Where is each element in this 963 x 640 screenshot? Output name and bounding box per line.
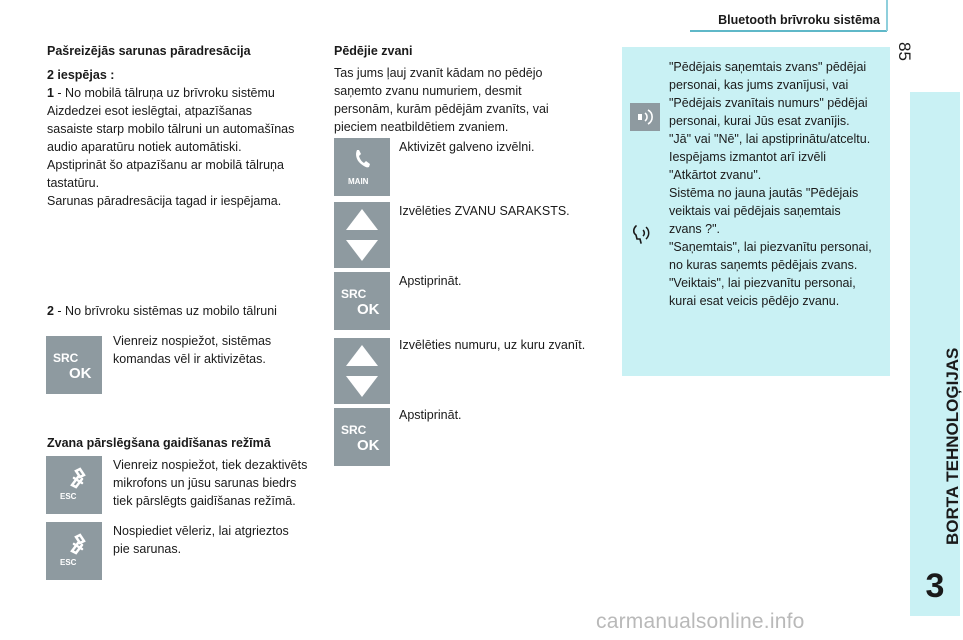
esc-button[interactable] bbox=[46, 522, 102, 580]
voice-text: Sistēma no jauna jautās "Pēdējais bbox=[669, 186, 859, 200]
mute-microphone-icon bbox=[52, 465, 96, 505]
option-1-text: tastatūru. bbox=[47, 176, 100, 190]
src-ok-icon bbox=[337, 284, 387, 318]
up-down-button[interactable] bbox=[334, 202, 390, 268]
step-select-number: Izvēlēties numuru, uz kuru zvanīt. bbox=[399, 338, 586, 352]
option-1-line: 1 - No mobilā tālruņa uz brīvroku sistēmu bbox=[47, 86, 275, 100]
src-ok-icon bbox=[337, 420, 387, 454]
header-tick bbox=[886, 0, 888, 31]
voice-text: kurai esat veicis pēdējo zvanu. bbox=[669, 294, 840, 308]
option-1-text: Apstiprināt šo atpazīšanu ar mobilā tālruņa bbox=[47, 158, 284, 172]
voice-button[interactable] bbox=[630, 103, 660, 131]
page-number: 85 bbox=[895, 42, 914, 61]
svg-text:MAIN: MAIN bbox=[348, 177, 369, 186]
svg-text:OK: OK bbox=[357, 437, 380, 454]
step-confirm: Apstiprināt. bbox=[399, 408, 462, 422]
svg-text:OK: OK bbox=[357, 301, 380, 318]
step-select-call-list: Izvēlēties ZVANU SARAKSTS. bbox=[399, 204, 570, 218]
step-confirm: Apstiprināt. bbox=[399, 274, 462, 288]
svg-text:ESC: ESC bbox=[60, 492, 77, 501]
voice-text: veiktais vai pēdējais saņemtais bbox=[669, 204, 841, 218]
voice-text: "Saņemtais", lai piezvanītu personai, bbox=[669, 240, 872, 254]
heading-recent-calls: Pēdējie zvani bbox=[334, 44, 413, 58]
main-menu-button[interactable] bbox=[334, 138, 390, 196]
intro-text: pieciem neatbildētiem zvaniem. bbox=[334, 120, 509, 134]
watermark: carmanualsonline.info bbox=[596, 610, 805, 633]
up-down-arrows-icon bbox=[342, 342, 382, 400]
wait-text: Vienreiz nospiežot, tiek dezaktivēts bbox=[113, 458, 308, 472]
up-down-arrows-icon bbox=[342, 206, 382, 264]
svg-text:SRC: SRC bbox=[341, 287, 367, 301]
voice-text: personai, kas jums zvanījusi, vai bbox=[669, 78, 849, 92]
option-1-text: sasaiste starp mobilo tālruni un automašīnas bbox=[47, 122, 295, 136]
intro-text: Tas jums ļauj zvanīt kādam no pēdējo bbox=[334, 66, 543, 80]
option-1-text: Aizdedzei esot ieslēgtai, atpazīšanas bbox=[47, 104, 252, 118]
section-title: BORTA TEHNOLOĢIJAS bbox=[943, 347, 962, 545]
chapter-number: 3 bbox=[910, 556, 960, 616]
option-1-text: Sarunas pāradresācija tagad ir iespējama. bbox=[47, 194, 282, 208]
voice-text: zvans ?". bbox=[669, 222, 720, 236]
press-again-text: Vienreiz nospiežot, sistēmas bbox=[113, 334, 272, 348]
sound-waves-icon bbox=[634, 107, 656, 127]
page-header-title: Bluetooth brīvroku sistēma bbox=[718, 13, 880, 27]
press-again-text: komandas vēl ir aktivizētas. bbox=[113, 352, 266, 366]
voice-text: "Pēdējais saņemtais zvans" pēdējai bbox=[669, 60, 867, 74]
svg-text:OK: OK bbox=[69, 365, 92, 382]
step-activate-menu: Aktivizēt galveno izvēlni. bbox=[399, 140, 535, 154]
src-ok-button[interactable] bbox=[334, 408, 390, 466]
option-1-text: audio aparatūru notiek automātiski. bbox=[47, 140, 242, 154]
esc-button[interactable] bbox=[46, 456, 102, 514]
voice-text: "Jā" vai "Nē", lai apstiprinātu/atceltu. bbox=[669, 132, 871, 146]
intro-text: saņemto zvanu numuriem, desmit bbox=[334, 84, 522, 98]
voice-text: Iespējams izmantot arī izvēli bbox=[669, 150, 827, 164]
up-down-button[interactable] bbox=[334, 338, 390, 404]
option-2-line: 2 - No brīvroku sistēmas uz mobilo tālruni bbox=[47, 304, 277, 318]
src-ok-button[interactable] bbox=[46, 336, 102, 394]
src-ok-button[interactable] bbox=[334, 272, 390, 330]
return-text: pie sarunas. bbox=[113, 542, 182, 556]
option-2-number: 2 bbox=[47, 304, 54, 318]
voice-text: "Pēdējais zvanītais numurs" pēdējai bbox=[669, 96, 868, 110]
voice-text: personai, kurai Jūs esat zvanījis. bbox=[669, 114, 850, 128]
voice-speaking-icon bbox=[630, 224, 652, 251]
src-ok-icon bbox=[49, 348, 99, 382]
option-1-number: 1 bbox=[47, 86, 54, 100]
options-label: 2 iespējas : bbox=[47, 68, 115, 82]
return-text: Nospiediet vēleriz, lai atgrieztos bbox=[113, 524, 289, 538]
heading-call-redirect: Pašreizējās sarunas pāradresācija bbox=[47, 44, 251, 58]
voice-text: "Atkārtot zvanu". bbox=[669, 168, 762, 182]
voice-text: no kuras saņemts pēdējais zvans. bbox=[669, 258, 858, 272]
intro-text: personām, kurām pēdējām zvanīts, vai bbox=[334, 102, 549, 116]
svg-text:ESC: ESC bbox=[60, 558, 77, 567]
phone-handset-icon bbox=[339, 144, 385, 190]
svg-text:SRC: SRC bbox=[53, 351, 79, 365]
voice-text: "Veiktais", lai piezvanītu personai, bbox=[669, 276, 856, 290]
header-rule bbox=[690, 30, 887, 32]
wait-text: mikrofons un jūsu sarunas biedrs bbox=[113, 476, 297, 490]
heading-call-waiting: Zvana pārslēgšana gaidīšanas režīmā bbox=[47, 436, 271, 450]
wait-text: tiek pārslēgts gaidīšanas režīmā. bbox=[113, 494, 296, 508]
mute-microphone-icon bbox=[52, 531, 96, 571]
svg-text:SRC: SRC bbox=[341, 423, 367, 437]
